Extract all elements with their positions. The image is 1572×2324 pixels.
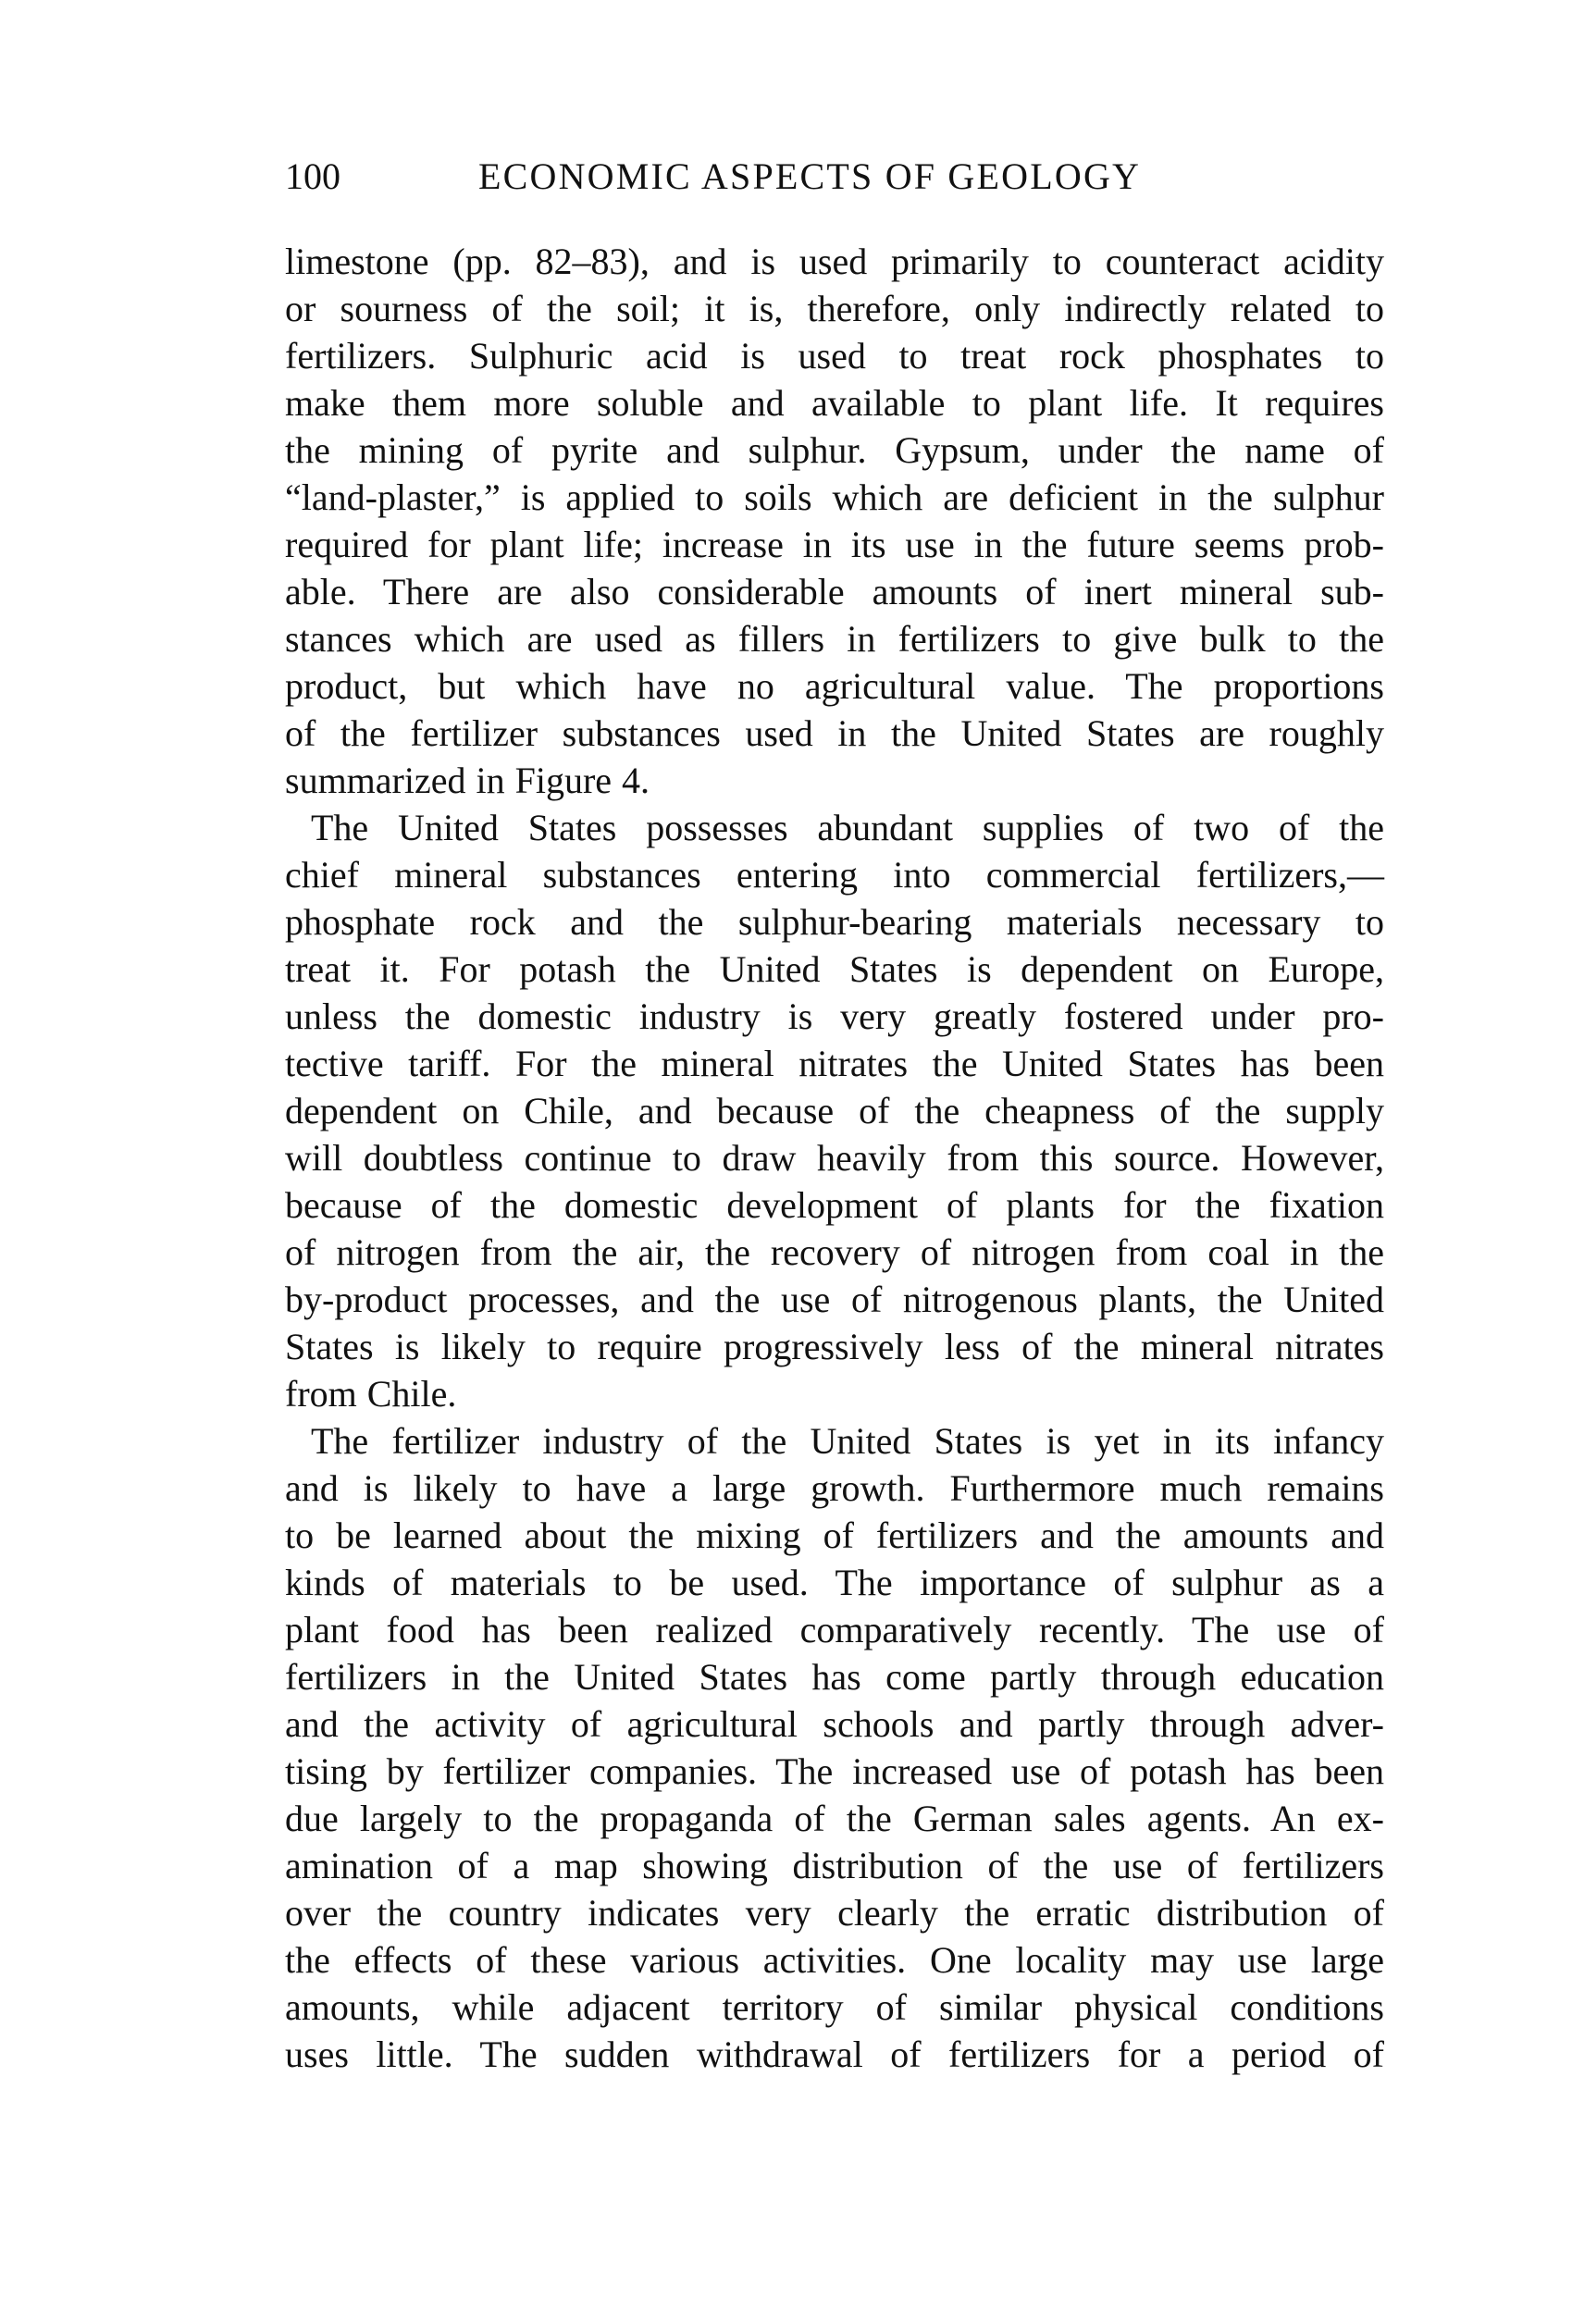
text-line: unless the domestic industry is very greatly fostered under pro- xyxy=(285,995,1384,1037)
text-line: of nitrogen from the air, the recovery of nitrogen from coal in the xyxy=(285,1231,1384,1273)
text-line: due largely to the propaganda of the German sales agents. An ex- xyxy=(285,1798,1384,1839)
text-line: plant food has been realized comparatively recently. The use of xyxy=(285,1609,1384,1650)
text-line: by-product processes, and the use of nitrogenous plants, the United xyxy=(285,1279,1384,1320)
text-line: and is likely to have a large growth. Furthermore much remains xyxy=(285,1467,1384,1509)
text-line: dependent on Chile, and because of the cheapness of the supply xyxy=(285,1090,1384,1131)
text-line: tising by fertilizer companies. The increased use of potash has been xyxy=(285,1750,1384,1792)
text-line: “land-plaster,” is applied to soils which are deficient in the sulphur xyxy=(285,476,1384,518)
text-line: from Chile. xyxy=(285,1373,457,1415)
text-line: product, but which have no agricultural value. The proportions xyxy=(285,665,1384,707)
paragraph xyxy=(285,804,1384,1417)
running-header xyxy=(285,155,1201,198)
text-line: make them more soluble and available to plant life. It requires xyxy=(285,382,1384,424)
page-number: 100 xyxy=(285,155,340,197)
text-line: the mining of pyrite and sulphur. Gypsum, under the name of xyxy=(285,429,1384,471)
text-line: States is likely to require progressively less of the mineral nitrates xyxy=(285,1326,1384,1367)
text-line: to be learned about the mixing of fertilizers and the amounts and xyxy=(285,1514,1384,1556)
text-line: amination of a map showing distribution of the use of fertilizers xyxy=(285,1845,1384,1886)
running-title: ECONOMIC ASPECTS OF GEOLOGY xyxy=(478,155,1142,197)
text-line: amounts, while adjacent territory of similar physical conditions xyxy=(285,1986,1384,2028)
text-line: The fertilizer industry of the United States is yet in its infancy xyxy=(311,1420,1384,1462)
text-line: uses little. The sudden withdrawal of fertilizers for a period of xyxy=(285,2034,1384,2075)
text-line: phosphate rock and the sulphur-bearing materials necessary to xyxy=(285,901,1384,943)
text-line: stances which are used as fillers in fertilizers to give bulk to the xyxy=(285,618,1384,660)
text-line: summarized in Figure 4. xyxy=(285,760,650,801)
text-line: The United States possesses abundant supplies of two of the xyxy=(311,807,1384,848)
text-line: of the fertilizer substances used in the United States are roughly xyxy=(285,712,1384,754)
text-line: treat it. For potash the United States is dependent on Europe, xyxy=(285,948,1384,990)
text-line: kinds of materials to be used. The importance of sulphur as a xyxy=(285,1562,1384,1603)
paragraph xyxy=(285,238,1384,804)
text-line: fertilizers. Sulphuric acid is used to treat rock phosphates to xyxy=(285,335,1384,377)
text-line: required for plant life; increase in its use in the future seems prob- xyxy=(285,524,1384,565)
text-line: because of the domestic development of plants for the fixation xyxy=(285,1184,1384,1226)
text-line: over the country indicates very clearly the erratic distribution of xyxy=(285,1892,1384,1934)
text-line: will doubtless continue to draw heavily from this source. However, xyxy=(285,1137,1384,1179)
text-line: and the activity of agricultural schools and partly through adver- xyxy=(285,1703,1384,1745)
text-line: fertilizers in the United States has come partly through education xyxy=(285,1656,1384,1698)
text-line: limestone (pp. 82–83), and is used primarily to counteract acidity xyxy=(285,241,1384,282)
text-line: or sourness of the soil; it is, therefore, only indirectly related to xyxy=(285,288,1384,329)
text-line: tective tariff. For the mineral nitrates the United States has been xyxy=(285,1043,1384,1084)
paragraph xyxy=(285,1417,1384,2078)
text-line: chief mineral substances entering into commercial fertilizers,— xyxy=(285,854,1384,896)
body-text xyxy=(285,238,1384,2078)
text-line: the effects of these various activities. One locality may use large xyxy=(285,1939,1384,1981)
text-line: able. There are also considerable amounts of inert mineral sub- xyxy=(285,571,1384,612)
